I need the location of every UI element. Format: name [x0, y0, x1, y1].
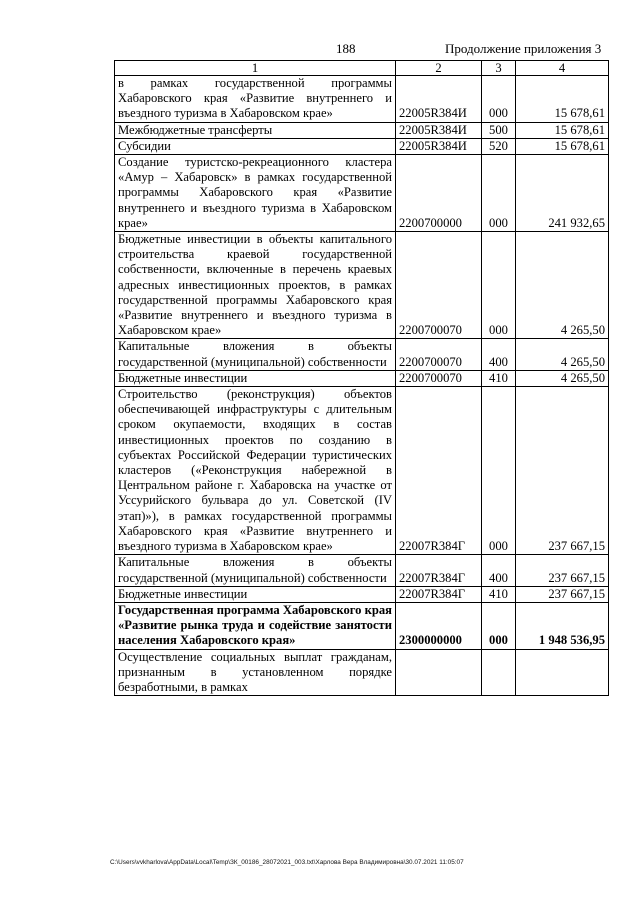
row-description: Государственная программа Хабаровского края «Развитие рынка труда и содействие занятости населения Хабаровского края»: [115, 602, 396, 649]
row-expense-type: [482, 649, 516, 696]
row-target-code: 22007R384Г: [396, 387, 482, 555]
budget-table: [114, 60, 609, 696]
row-target-code: [396, 649, 482, 696]
table-row: [115, 122, 609, 138]
row-expense-type: 410: [482, 370, 516, 386]
table-row: [115, 232, 609, 339]
row-description: Бюджетные инвестиции в объекты капитального строительства краевой государственной собственности, включенные в перечень краевых адресных инвестиционных проектов, в рамках государственной программы Хабаровского края «Развитие внутреннего и въездного туризма в Хабаровском крае»: [115, 232, 396, 339]
table-row: [115, 649, 609, 696]
row-amount: [516, 649, 609, 696]
row-expense-type: 000: [482, 155, 516, 232]
row-description: Осуществление социальных выплат гражданам, признанным в установленном порядке безработными, в рамках: [115, 649, 396, 696]
row-description: Капитальные вложения в объекты государственной (муниципальной) собственности: [115, 339, 396, 370]
row-description: Капитальные вложения в объекты государственной (муниципальной) собственности: [115, 555, 396, 586]
row-description: в рамках государственной программы Хабаровского края «Развитие внутреннего и въездного туризма в Хабаровском крае»: [115, 76, 396, 123]
page-number: 188: [336, 41, 356, 56]
row-target-code: 2200700070: [396, 232, 482, 339]
row-expense-type: 410: [482, 586, 516, 602]
table-row: [115, 555, 609, 586]
row-description: Бюджетные инвестиции: [115, 586, 396, 602]
row-expense-type: 000: [482, 387, 516, 555]
column-number-1: 1: [115, 61, 396, 76]
row-amount: 4 265,50: [516, 370, 609, 386]
continuation-label: Продолжение приложения 3: [445, 41, 602, 56]
column-number-4: 4: [516, 61, 609, 76]
column-number-row: [115, 61, 609, 76]
table-row: [115, 586, 609, 602]
row-amount: 237 667,15: [516, 555, 609, 586]
table-row: [115, 370, 609, 386]
row-description: Субсидии: [115, 138, 396, 154]
table-row: [115, 76, 609, 123]
row-description: Бюджетные инвестиции: [115, 370, 396, 386]
table-row: [115, 155, 609, 232]
row-target-code: 22007R384Г: [396, 586, 482, 602]
row-amount: 15 678,61: [516, 138, 609, 154]
row-expense-type: 400: [482, 555, 516, 586]
row-amount: 4 265,50: [516, 339, 609, 370]
row-expense-type: 000: [482, 76, 516, 123]
row-amount: 237 667,15: [516, 586, 609, 602]
table-row: [115, 602, 609, 649]
row-target-code: 2200700000: [396, 155, 482, 232]
row-amount: 4 265,50: [516, 232, 609, 339]
column-number-2: 2: [396, 61, 482, 76]
row-target-code: 22007R384Г: [396, 555, 482, 586]
row-amount: 15 678,61: [516, 122, 609, 138]
row-target-code: 2300000000: [396, 602, 482, 649]
column-number-3: 3: [482, 61, 516, 76]
row-expense-type: 000: [482, 232, 516, 339]
table-row: [115, 339, 609, 370]
row-description: Строительство (реконструкция) объектов обеспечивающей инфраструктуры с длительным сроком окупаемости, входящих в состав инвестиционных проектов по созданию в субъектах Российской Федерации туристических кластеров («Реконструкция набережной в Центральном районе г. Хабаровска на участке от Уссурийского бульвара до ул. Советской (IV этап)»), в рамках государственной программы Хабаровского края «Развитие внутреннего и въездного туризма в Хабаровском крае»: [115, 387, 396, 555]
row-amount: 241 932,65: [516, 155, 609, 232]
table-body: [115, 76, 609, 696]
row-target-code: 2200700070: [396, 339, 482, 370]
row-target-code: 2200700070: [396, 370, 482, 386]
row-target-code: 22005R384И: [396, 138, 482, 154]
row-amount: 1 948 536,95: [516, 602, 609, 649]
row-target-code: 22005R384И: [396, 122, 482, 138]
row-description: Межбюджетные трансферты: [115, 122, 396, 138]
table-row: [115, 387, 609, 555]
row-description: Создание туристско-рекреационного кластера «Амур – Хабаровск» в рамках государственной программы Хабаровского края «Развитие внутреннего и въездного туризма в Хабаровском крае»: [115, 155, 396, 232]
row-amount: 15 678,61: [516, 76, 609, 123]
row-amount: 237 667,15: [516, 387, 609, 555]
table-row: [115, 138, 609, 154]
row-expense-type: 500: [482, 122, 516, 138]
row-expense-type: 000: [482, 602, 516, 649]
row-expense-type: 520: [482, 138, 516, 154]
row-target-code: 22005R384И: [396, 76, 482, 123]
footer-file-path: C:\Users\vvkharlova\AppData\Local\Temp\ЗК_00186_28072021_003.txt\Харлова Вера Владимировна\30.07.2021 11:05:07: [110, 859, 464, 866]
row-expense-type: 400: [482, 339, 516, 370]
